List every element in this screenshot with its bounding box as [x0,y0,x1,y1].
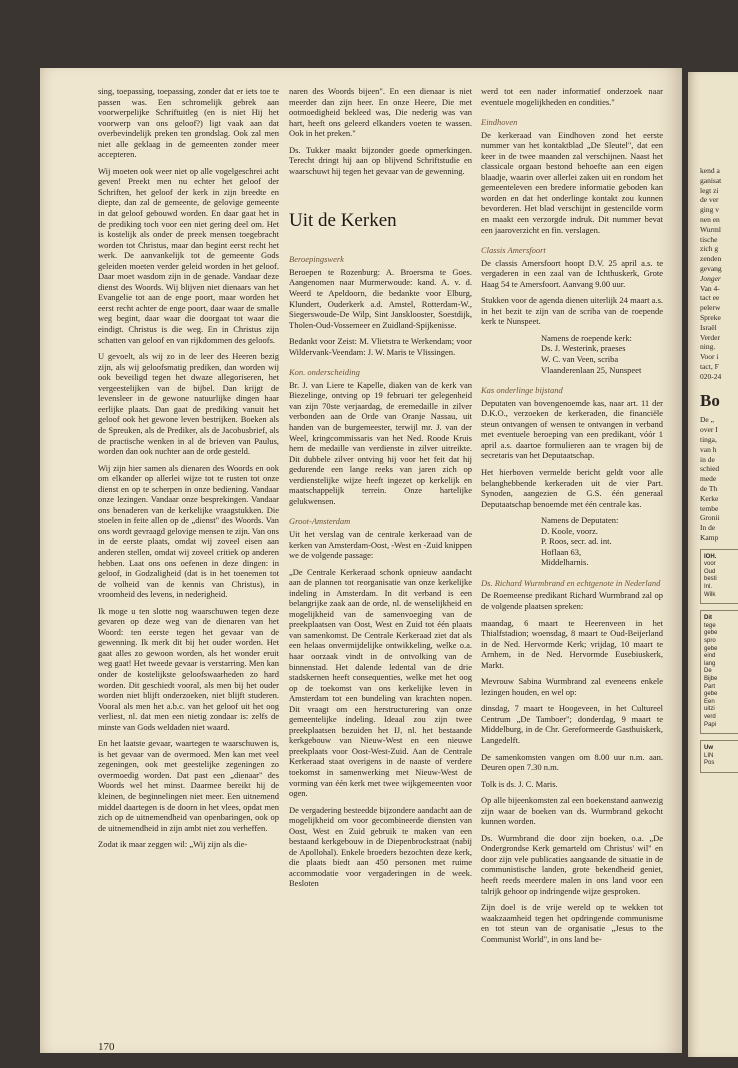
paragraph: Br. J. van Liere te Kapelle, diaken van de kerk van Biezelinge, ontving op 19 februari ter gelegenheid van zijn 70ste verjaardag, de eremedaille in zilver verbonden aan de Orde van Oranje Nassau, uit handen van de burgemeester, terwijl mr. J. van der Weel, kringcommissaris van het Ned. Roode Kruis hem de medaille van verdienste in zilver uitreikte. Dit dubbele zilver ontving hij voor het feit dat hij gedurende een lange reeks van jaren zich op verdienstelijke wijze heeft ingezet op kerkelijk en maatschappelijk terrein. Onze hartelijke gelukwensen. [289,379,472,506]
text-line: gevang [700,263,722,273]
text-line: tembe [700,503,719,513]
paragraph: Ds. Wurmbrand die door zijn boeken, o.a. „De Ondergrondse Kerk gemarteld om Christus' wil" en door zijn vele publicaties aangaande de situatie in de communistische landen, grote bekendheid geniet, heeft reeds meerdere malen in ons land voor een talrijk gehoor op indringende wijze gesproken. [481,832,663,896]
paragraph: naren des Woords bijeen". En een dienaar is niet meerder dan zijn heer. En onze Heere, Die met ootmoedigheid bekleed was, Die nederig was van hart, heeft ons geleerd elkanders voeten te wassen. Ook in het preken." [289,86,472,139]
paragraph: maandag, 6 maart te Heerenveen in het Thialfstadion; woensdag, 8 maart te Oud-Beijerland in de Ned. Hervormde Kerk; vrijdag, 10 maart te Arnhem, in de Ned. Hervormde Eusebiuskerk, Markt. [481,617,663,670]
signature-block [481,515,663,568]
text-line: Gronii [700,513,720,523]
text-line: van h [700,444,717,454]
subheading: Eindhoven [481,117,518,128]
signature-line: Hoflaan 63, [541,546,582,557]
ad-line: De [704,668,712,675]
ad-line: Oud [704,568,716,575]
ad-line: Een [704,698,715,705]
ad-line: tege [704,622,716,629]
ad-line: Bijbe [704,676,718,682]
paragraph: Op alle bijeenkomsten zal een boekenstand aanwezig zijn waar de boeken van ds. Wurmbrand gekocht kunnen worden. [481,795,663,827]
page-number: 170 [98,1041,115,1053]
paragraph: Ik moge u ten slotte nog waarschuwen tegen deze gevaren op deze weg van de dienaren van het Woord: ten eerste tegen het gevaar van de gewenning. Ik merk dit bij het ouder worden. Het gaat alles zo gewoon worden, als het wonder eruit weg gaat! Het tweede gevaar is verstarring. Men kan onder de kostelijkste geloofswaarheden zo hard worden. Dit geschiedt vooral, als men bij het ouder worden niet blijft onderzoeken, niet blijft studeren. Vooral als men het a.b.c. van het geloof uit het oog verliest, nl. dat men een nietig zondaar is: zelfs de minste van Gods weldaden niet waard. [98,605,279,732]
text-line: in de [700,454,715,464]
text-line: de Th [700,483,718,493]
text-line: tact, F [700,361,719,371]
text-line: mede [700,474,717,484]
signature-line: P. Roos, secr. ad. int. [541,536,612,547]
ad-line: Dit [704,615,712,622]
paragraph: Wij moeten ook weer niet op alle vogelgeschrei acht geven! Preekt men nu echter het geloof der Schriften, het geloof der kerk in zijn breedte en diepte, dan zal de gemeente, de gelovige gemeente in dat geloof gebouwd worden. En daar gaat het in de prediking toch voor een niet gering deel om. Het is kostelijk als onder de preek mensen toegebracht worden tot Christus, maar dan begint eerst recht het werk. De aanvankelijk tot de gemeente Gods geleiden moeten verder geleid worden in het geloof. Daar moet wasdom zijn in de genade. Vandaar deze dienst des Woords. Wij blijven niet dienaars van het Evangelie tot aan de enge poort, maar worden het eerst recht achter de enge poort, daar waar de smalle weg begint, daar waar die doorgaat tot waar die eindigt. Christus is die weg. En in Christus zijn schatten van geloof en van rijkdommen des geloofs. [98,165,279,345]
subheading: Ds. Richard Wurmbrand en echtgenote in Nederland [481,577,661,588]
text-line: kend a [700,166,720,175]
text-line: In de [700,523,716,533]
paragraph: sing, toepassing, toepassing, zonder dat er iets toe te passen was. Een schromelijk gebrek aan voorwerpelijke Schriftuitleg (en is niet Hij het voorwerp van ons geloof?) ligt vaak aan dat overbevindelijk preken ten grondslag. Ook zal men niet alle geklaag in de gemeenten zonder meer accepteren. [98,86,279,160]
text-line: zenden [700,254,722,264]
text-line: over I [700,425,718,435]
text-line: ging v [700,205,719,215]
right-page-edge [688,72,738,1057]
ad-line: Pos [704,760,715,767]
text-line: Voor i [700,352,719,362]
ad-line: eind [704,653,716,660]
ad-line: lang [704,660,716,667]
paragraph: De Roemeense predikant Richard Wurmbrand zal op de volgende plaatsen spreken: [481,590,663,611]
text-line: ning. [700,342,716,352]
text-line: tinga, [700,434,717,444]
text-line: De „ [700,415,714,425]
ad-line: verd [704,713,716,720]
signature-line: Namens de roepende kerk: [541,332,632,343]
heading: Bo [700,390,720,410]
subheading: Beroepingswerk [289,254,344,265]
paragraph: Beroepen te Rozenburg: A. Broersma te Goes. Aangenomen naar Murmerwoude: kand. A. v. d. Weerd te Apeldoorn, die bedankte voor Elburg, Klundert, Ouderkerk a.d. Amstel, Rotterdam-W., Siegerswoude-De Wilp, Sint Jansklooster, Soestdijk, Tholen-Oud-Vossemeer en Zuidland-Spijkenisse. [289,266,472,330]
text-line: Spreke [700,312,721,322]
paragraph: Zodat ik maar zeggen wil: „Wij zijn als die- [98,839,248,850]
paragraph: Zijn doel is de vrije wereld op te wekken tot waakzaamheid tegen het opdringende communisme en tot steun van de organisatie „Jesus to the Communist World", in ons land be- [481,902,663,944]
subheading: Jonger [700,273,721,283]
advert-box-2 [700,610,738,734]
text-line: pelerw [700,303,721,313]
text-line: ganisat [700,175,722,185]
paragraph: De classis Amersfoort hoopt D.V. 25 april a.s. te vergaderen in een zaal van de Ichthuskerk, Grote Haag 54 te Amersfoort. Aanvang 9.00 uur. [481,257,663,289]
ad-line: gebe [704,645,718,652]
text-line: nen en [700,214,720,224]
ad-line: uitzi [704,706,715,713]
paragraph: U gevoelt, als wij zo in de leer des Heeren bezig zijn, als wij geloofsmatig prediken, dan worden wij ook beveiligd tegen het dwaze allegoriseren, het vergeestelijken van de bijbel. Dan krijgt de levensleer in de gewone natuurlijke dingen haar eerlijke plaats. Dan gaat de prediking vanuit het geloof ook het gewone leven bestrijken. Boeken als de Spreuken, als de Prediker, als de Jacobusbrief, als de practische wenken in al de brieven van Paulus, worden dan ook nuchter aan de orde gesteld. [98,351,279,457]
ad-line: IOH. [704,553,717,560]
ad-line: gebe [704,630,718,637]
subheading: Classis Amersfoort [481,245,546,256]
advert-box-1 [700,549,738,605]
signature-line: Vlaanderenlaan 25, Nunspeet [541,364,642,375]
text-line: Wurml [700,224,721,234]
paragraph: De kerkeraad van Eindhoven zond het eerste nummer van het kontaktblad „De Sleutel", dat een keer in de twee maanden zal verschijnen. Naast het classicale orgaan bestond behoefte aan een eigen blaadje, waarin over allerlei zaken uit en rondom het gemeenteleven een bredere informatie geboden kan worden en dat het onderlinge kontakt zou kunnen bevorderen. Het blad verschijnt in gestencilde vorm en maakt een verzorgde indruk. Dit nummer bevat een jaaroverzicht en fin. verslagen. [481,129,663,235]
paragraph: Uit het verslag van de centrale kerkeraad van de kerken van Amsterdam-Oost, -West en -Zuid knippen we de volgende passage: [289,528,472,561]
ad-line: LIN [704,752,714,759]
advert-box-3 [700,740,738,773]
paragraph: „De Centrale Kerkeraad schonk opnieuw aandacht aan de plannen tot reorganisatie van onze kerkelijke indeling in Amsterdam. In dit verband is een belangrijke zaak aan de orde, nl. de wenselijkheid en mogelijkheid van de samenvoeging van de preekplaatsen van Oost, West en Zuid tot één plaats van samenkomst. De Centrale Kerkeraad ziet dat als een helaas onvermijdelijke ontwikkeling, welke o.a. haar oorzaak vindt in de ontvolking van de binnenstad. Het dalende ledental van de drie stadskernen heeft consequenties, welke met het oog op de toekomst van ons kerkelijke leven in Amsterdam tot een bundeling van krachten nopen. Dit vraagt om een herstructurering van onze gemeentelijke indeling. Ideaal zou zijn twee preekplaatsen bezuiden het IJ, nl. het bestaande kerkgebouw van Nieuw-West en een nieuwe preekplaats voor Oost-West-Zuid. Aan de Centrale Kerkeraad staat overigens in de naaste of verdere toekomst in samenwerking met Nieuw-West de vorming van één kerk met twee wijkgemeenten voor ogen. [289,566,472,799]
text-line: tische [700,234,718,244]
section-title: Uit de Kerken [289,210,397,232]
signature-block [481,333,663,375]
text-line: tact ee [700,293,720,303]
subheading: Kon. onderscheiding [289,367,360,378]
paragraph: Stukken voor de agenda dienen uiterlijk 24 maart a.s. in het bezit te zijn van de scriba van de roepende kerk te Nunspeet. [481,295,663,327]
text-line: legt zi [700,185,719,195]
ad-line: spro [704,638,716,645]
text-line: schied [700,464,720,474]
ad-line: Uw [704,745,713,752]
paragraph: En het laatste gevaar, waartegen te waarschuwen is, is het gevaar van de overmoed. Men kan met veel zegeningen, ook met geestelijke zegeningen zo overmoedig worden. Dat past een „dienaar" des Woords wel het minst. Daarmee bereikt hij de kleinen, de beginnelingen niet meer. Een uitnemend middel daartegen is de doorn in het vlees, opdat men zich op de uitnemendheid van openbaringen, ook op de uitnemendheid in zijn ambt niet zou verheffen. [98,738,279,833]
column-1 [98,86,279,856]
paragraph: Mevrouw Sabina Wurmbrand zal eveneens enkele lezingen houden, en wel op: [481,676,663,697]
paragraph: Deputaten van bovengenoemde kas, naar art. 11 der D.K.O., verzoeken de kerkeraden, die financiële steun ontvangen of wensen te ontvangen in verband met eventuele beroeping van een predikant, vóór 1 april a.s. daartoe formulieren aan te vragen bij de secretaris van het Deputaatschap. [481,397,663,461]
signature-line: Middelharnis. [541,557,589,568]
text-line: de ver [700,195,719,205]
signature-line: Ds. J. Westerink, praeses [541,343,626,354]
text-line: Verder [700,332,720,342]
subheading: Kas onderlinge bijstand [481,385,563,396]
text-line: 020-24 [700,371,722,381]
signature-line: W. C. van Veen, scriba [541,354,619,365]
paragraph: werd tot een nader informatief onderzoek naar eventuele mogelijkheden en condities." [481,86,663,107]
right-page-column [700,166,738,779]
ad-line: Wilk [704,591,716,598]
paragraph: Bedankt voor Zeist: M. Vlietstra te Werkendam; voor Wildervank-Veendam: J. W. Maris te Vlissingen. [289,336,472,357]
column-2 [289,86,472,895]
text-line: Kamp [700,532,719,542]
ad-line: voor [704,561,716,568]
paragraph: Tolk is ds. J. C. Maris. [481,778,558,789]
subheading: Groot-Amsterdam [289,516,351,527]
ad-line: gebe [704,691,718,698]
paragraph: Ds. Tukker maakt bijzonder goede opmerkingen. Terecht dringt hij aan op blijvend Schriftstudie en waarschuwt hij tegen het gevaar van de gewenning. [289,144,472,176]
column-3 [481,86,663,950]
paragraph: De samenkomsten vangen om 8.00 uur n.m. aan. Deuren open 7.30 n.m. [481,751,663,773]
text-line: Van 4- [700,283,720,293]
text-line: zich g [700,244,719,254]
ad-line: Inl. [704,584,713,591]
text-line: Israël [700,322,717,332]
text-line: Kerke [700,493,719,503]
ad-line: Part [704,683,716,690]
signature-line: D. Koole, voorz. [541,525,598,536]
paragraph: Het hierboven vermelde bericht geldt voor alle belanghebbende kerkeraden uit de vier Part. Synoden, aangezien de G.S. één generaal Deputaatschap benoemde met één centrale kas. [481,466,663,509]
ad-line: besti [704,576,717,583]
signature-line: Namens de Deputaten: [541,515,619,526]
paragraph: De vergadering besteedde bijzondere aandacht aan de mogelijkheid om voor gecombineerde diensten van Oost, West en Zuid gebruik te maken van een bestaand kerkgebouw in de Diepenbrockstraat (nabij de Apollohal). Enkele broeders bezochten deze kerk, die plaats biedt aan 450 personen met ruime accommodatie voor vergaderingen in de week. Besloten [289,804,472,889]
paragraph: dinsdag, 7 maart te Hoogeveen, in het Cultureel Centrum „De Tamboer"; donderdag, 9 maart te Middelburg, in de Chr. Gereformeerde Gasthuiskerk, Langedelft. [481,703,663,745]
ad-line: Papi [704,721,717,728]
paragraph: Wij zijn hier samen als dienaren des Woords en ook om elkander op allerlei wijze tot te rusten tot onze dienst en op te scherpen in onze bediening. Vandaar onze lezingen. Vandaar onze besprekingen. Vandaar ons benaderen van de kerkelijke vraagstukken. Die stoelen in feite allen op de „dienst" des Woords. Van ons wordt gevraagd gelovige mensen te zijn. Van ons in de eerste plaats, omdat wij zoveel eisen aan anderen stellen, omdat wij zoveel critiek op anderen hebben. Laat ons ons oefenen in deze dingen: in geloof, in Godzaligheid (dat is in het toenemen tot de volheid van de kennis van Christus), in vroomheid des levens, in nederigheid. [98,462,279,600]
